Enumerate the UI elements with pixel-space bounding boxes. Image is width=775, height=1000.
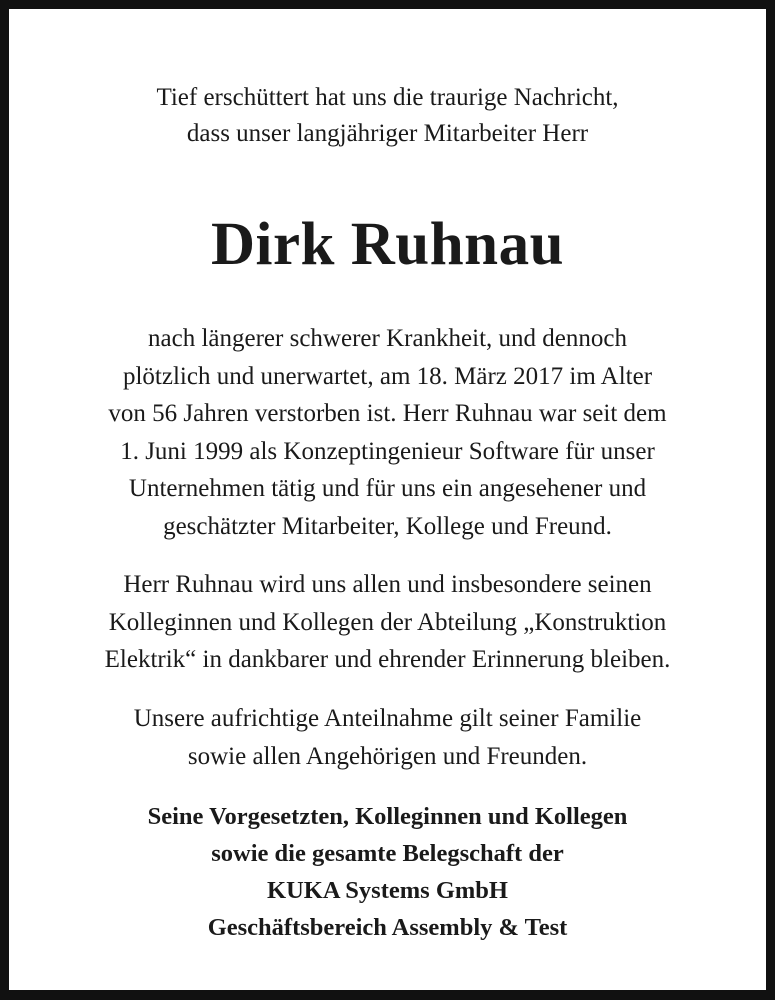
- signature-line: Geschäftsbereich Assembly & Test: [207, 914, 568, 941]
- signature-block: [18, 798, 757, 946]
- paragraph-line: plötzlich und unerwartet, am 18. März 2017 im Alter: [122, 362, 653, 390]
- intro-line: dass unser langjähriger Mitarbeiter Herr: [186, 120, 589, 147]
- paragraph-line: Unsere aufrichtige Anteilnahme gilt seiner Familie: [133, 705, 642, 732]
- paragraph-line: Elektrik“ in dankbarer und ehrender Erinnerung bleiben.: [104, 646, 671, 673]
- remembrance-paragraph: [18, 566, 757, 679]
- paragraph-line: von 56 Jahren verstorben ist. Herr Ruhnau war seit dem: [108, 400, 667, 427]
- intro-text: [18, 80, 757, 152]
- paragraph-line: Kolleginnen und Kollegen der Abteilung „Konstruktion: [108, 608, 667, 636]
- paragraph-line: Herr Ruhnau wird uns allen und insbesondere seinen: [123, 571, 652, 598]
- signature-line: sowie die gesamte Belegschaft der: [211, 840, 564, 867]
- paragraph-line: geschätzter Mitarbeiter, Kollege und Freund.: [163, 512, 612, 540]
- signature-line: Seine Vorgesetzten, Kolleginnen und Kollegen: [147, 803, 628, 830]
- deceased-name: Dirk Ruhnau: [210, 211, 564, 278]
- death-announcement-paragraph: [18, 320, 757, 545]
- paragraph-line: nach längerer schwerer Krankheit, und dennoch: [148, 325, 627, 352]
- obituary-notice-content: [18, 18, 757, 980]
- paragraph-line: sowie allen Angehörigen und Freunden.: [187, 742, 588, 770]
- signature-line: KUKA Systems GmbH: [267, 877, 508, 904]
- paragraph-line: 1. Juni 1999 als Konzeptingenieur Software für unser: [120, 437, 655, 465]
- intro-line: Tief erschüttert hat uns die traurige Nachricht,: [156, 84, 619, 111]
- paragraph-line: Unternehmen tätig und für uns ein angesehener und: [128, 475, 647, 502]
- condolence-paragraph: [18, 700, 757, 775]
